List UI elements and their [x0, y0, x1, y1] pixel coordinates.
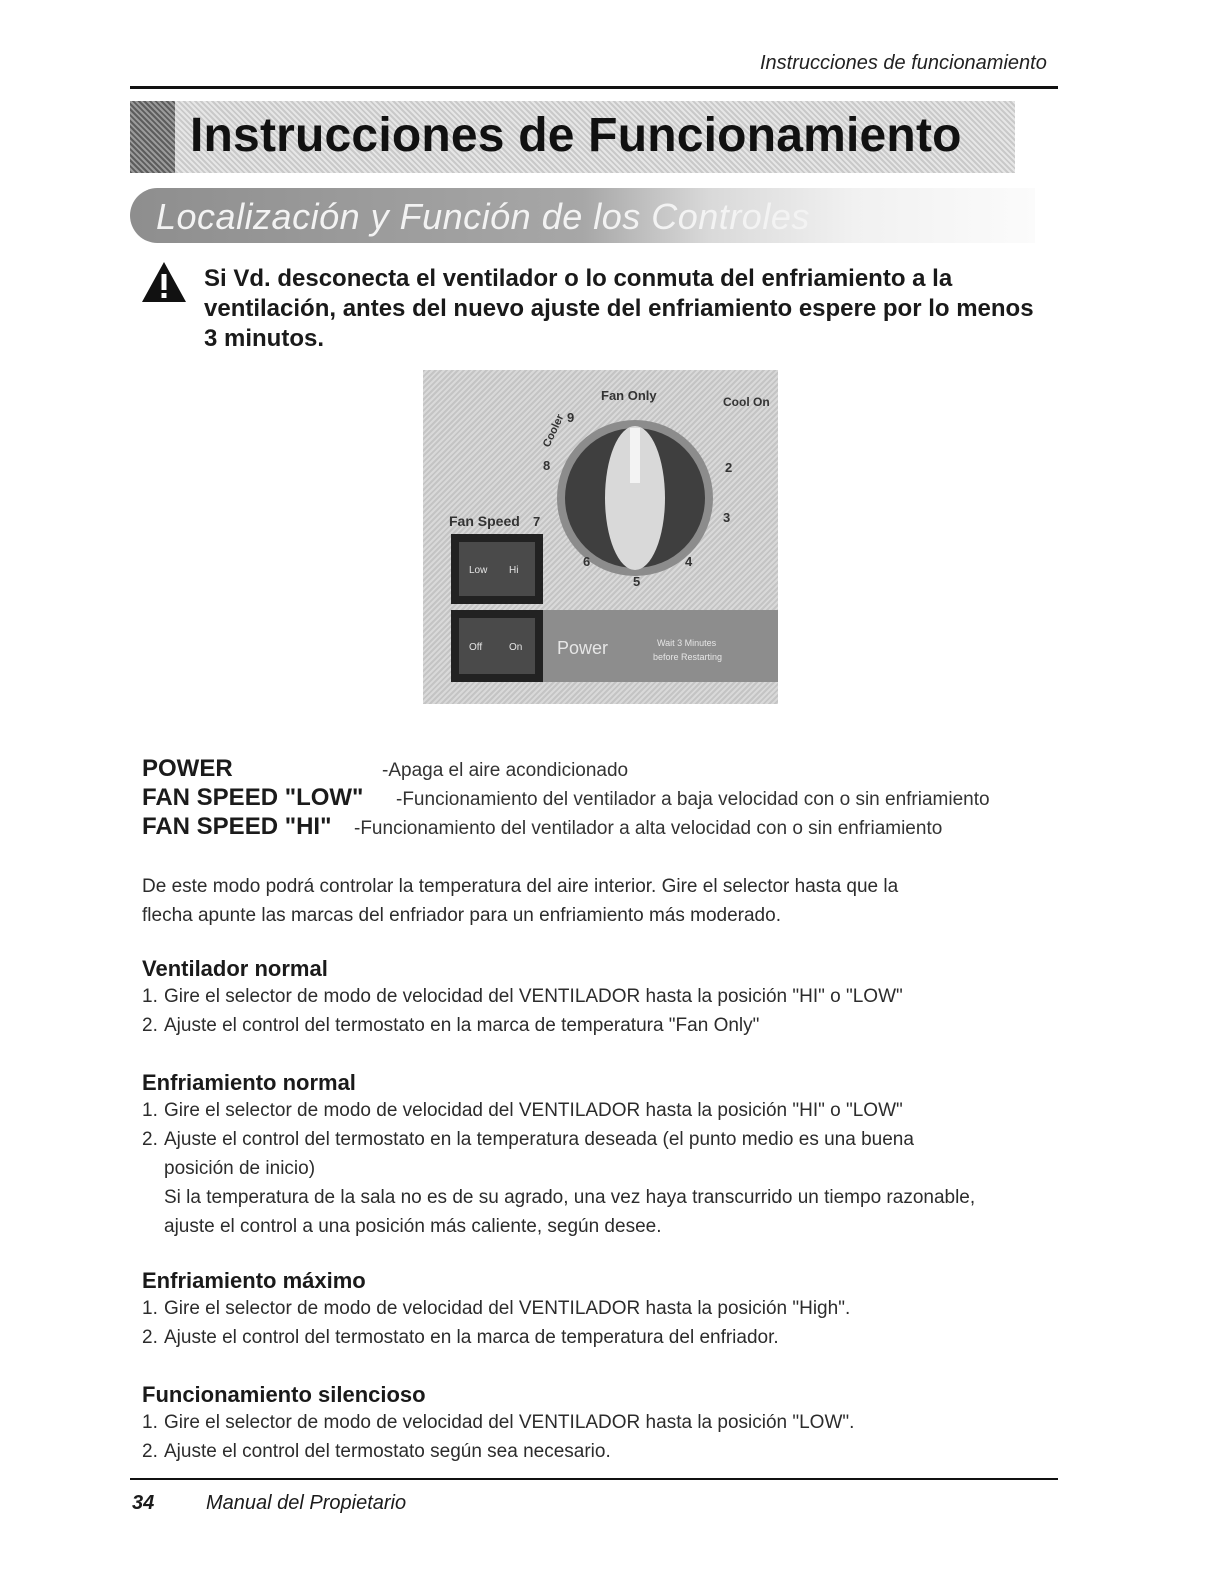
bottom-rule: [130, 1478, 1058, 1480]
page-title: Instrucciones de Funcionamiento: [190, 109, 962, 162]
section-funcionamiento-silencioso: [142, 1382, 854, 1466]
power-switch-on-label: On: [509, 642, 523, 653]
page-number: 34: [132, 1492, 155, 1514]
step-item: 1. Gire el selector de modo de velocidad del VENTILADOR hasta la posición "LOW".: [142, 1412, 855, 1433]
control-panel-photo: [423, 370, 778, 704]
fan-speed-label: Fan Speed: [449, 513, 520, 529]
section-enfriamiento-normal: [142, 1070, 975, 1241]
dial-number-9: 9: [567, 410, 575, 425]
title-block-accent: [130, 101, 175, 173]
dial-number-8: 8: [543, 458, 551, 473]
footer-title: Manual del Propietario: [206, 1492, 407, 1514]
step-item: 1. Gire el selector de modo de velocidad del VENTILADOR hasta la posición "HI" o "LOW": [142, 1100, 903, 1121]
dial-number-6: 6: [583, 554, 591, 569]
definition-term: FAN SPEED "LOW": [142, 784, 364, 811]
section-ventilador-normal: [142, 956, 903, 1040]
definition-description: -Funcionamiento del ventilador a alta velocidad con o sin enfriamiento: [354, 818, 943, 839]
dial-number-5: 5: [633, 574, 641, 589]
restart-note-line-2: before Restarting: [653, 652, 723, 662]
section-title: Ventilador normal: [142, 956, 328, 981]
section-subtitle: Localización y Función de los Controles: [156, 196, 810, 237]
dial-number-3: 3: [723, 510, 731, 525]
top-rule: [130, 86, 1058, 89]
intro-paragraph: [142, 872, 1042, 930]
fan-switch-hi-label: Hi: [509, 565, 519, 576]
cooler-label: Cooler: [540, 412, 567, 450]
section-title: Enfriamiento máximo: [142, 1268, 366, 1293]
power-label: Power: [557, 638, 609, 658]
step-item: 1. Gire el selector de modo de velocidad del VENTILADOR hasta la posición "High".: [142, 1298, 851, 1319]
section-title: Funcionamiento silencioso: [142, 1382, 426, 1407]
step-item: 1. Gire el selector de modo de velocidad del VENTILADOR hasta la posición "HI" o "LOW": [142, 986, 903, 1007]
cool-on-label: Cool On: [723, 395, 770, 409]
restart-note-line-1: Wait 3 Minutes: [657, 638, 717, 648]
step-continuation: ajuste el control a una posición más caliente, según desee.: [164, 1216, 662, 1237]
step-item: 2. Ajuste el control del termostato en la marca de temperatura del enfriador.: [142, 1327, 779, 1348]
intro-line-1: De este modo podrá controlar la temperatura del aire interior. Gire el selector hasta que la: [142, 876, 899, 897]
dial-number-7: 7: [533, 514, 541, 529]
warning-icon: [140, 260, 188, 304]
step-item: 2. Ajuste el control del termostato en la temperatura deseada (el punto medio es una buena: [142, 1129, 914, 1150]
power-switch-off-label: Off: [469, 642, 483, 653]
intro-line-2: flecha apunte las marcas del enfriador para un enfriamiento más moderado.: [142, 905, 781, 926]
step-item: 2. Ajuste el control del termostato según sea necesario.: [142, 1441, 611, 1462]
section-enfriamiento-maximo: [142, 1268, 850, 1352]
fan-switch-low-label: Low: [469, 565, 488, 576]
definition-description: -Funcionamiento del ventilador a baja velocidad con o sin enfriamiento: [396, 789, 990, 810]
step-continuation: posición de inicio): [164, 1158, 316, 1179]
running-head: Instrucciones de funcionamiento: [760, 52, 1047, 74]
definition-description: -Apaga el aire acondicionado: [382, 760, 629, 781]
definition-term: FAN SPEED "HI": [142, 813, 332, 840]
dial-number-2: 2: [725, 460, 733, 475]
warning-text: Si Vd. desconecta el ventilador o lo conmuta del enfriamiento a la ventilación, antes del nuevo ajuste del enfriamiento espere por lo menos 3 minutos.: [204, 265, 1034, 352]
fan-only-label: Fan Only: [601, 388, 657, 403]
dial-number-4: 4: [685, 554, 693, 569]
step-continuation: Si la temperatura de la sala no es de su agrado, una vez haya transcurrido un tiempo razonable,: [164, 1187, 976, 1208]
definition-term: POWER: [142, 755, 233, 782]
section-title: Enfriamiento normal: [142, 1070, 356, 1095]
step-item: 2. Ajuste el control del termostato en la marca de temperatura "Fan Only": [142, 1015, 760, 1036]
